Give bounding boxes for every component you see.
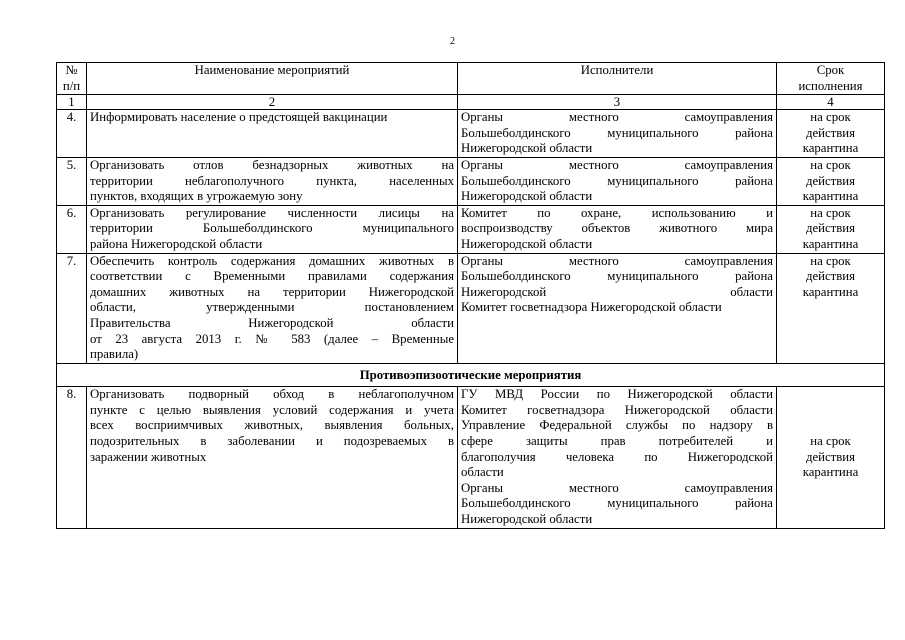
cell-line: Нижегородской области <box>461 236 593 251</box>
header-num: № п/п <box>57 63 87 95</box>
cell-line: Комитет по охране, использованию и <box>461 205 773 220</box>
table-header-row <box>57 63 885 95</box>
table-row <box>57 157 885 205</box>
measure-name <box>87 157 458 205</box>
cell-line: Организовать отлов безнадзорных животных на <box>90 157 454 172</box>
deadline <box>777 253 885 363</box>
measure-name <box>87 205 458 253</box>
cell-line: от 23 августа 2013 г. № 583 (далее – Временные <box>90 331 454 346</box>
table-row <box>57 110 885 158</box>
cell-line: карантина <box>802 236 859 251</box>
measure-name <box>87 253 458 363</box>
measure-name <box>87 387 458 528</box>
table-body <box>57 110 885 364</box>
cell-line: заражении животных <box>90 449 207 464</box>
cell-line: Органы местного самоуправления <box>461 110 773 125</box>
cell-line: Организовать подворный обход в неблагополучном <box>90 387 454 402</box>
cell-line: территории Большеболдинского муниципального <box>90 221 454 236</box>
executors <box>458 157 777 205</box>
cell-line: действия <box>805 449 856 464</box>
deadline <box>777 387 885 528</box>
cell-line: Нижегородской области <box>461 512 593 527</box>
cell-line: всех восприимчивых животных, выявления больных, <box>90 418 454 433</box>
index-cell: 1 <box>57 95 87 110</box>
cell-line: района Нижегородской области <box>90 236 263 251</box>
cell-line: соответствии с Временными правилами содержания <box>90 269 454 284</box>
index-cell: 2 <box>87 95 458 110</box>
cell-line: области, утвержденными постановлением <box>90 300 454 315</box>
cell-line: благополучия человека по Нижегородской <box>461 449 773 464</box>
cell-line: Большеболдинского муниципального района <box>461 269 773 284</box>
cell-line: Большеболдинского муниципального района <box>461 173 773 188</box>
cell-line: подозрительных в заболевании и подозреваемых в <box>90 434 454 449</box>
row-number: 7. <box>57 253 87 363</box>
cell-line: на срок <box>810 205 851 220</box>
row-number: 6. <box>57 205 87 253</box>
cell-line: Нижегородской области <box>461 189 593 204</box>
measures-table <box>56 62 885 529</box>
cell-line: Органы местного самоуправления <box>461 157 773 172</box>
cell-line: ГУ МВД России по Нижегородской области <box>461 387 773 402</box>
cell-line: Обеспечить контроль содержания домашних животных в <box>90 253 454 268</box>
cell-line: на срок <box>810 157 851 172</box>
cell-line: Управление Федеральной службы по надзору в <box>461 418 773 433</box>
header-name: Наименование мероприятий <box>87 63 458 95</box>
cell-line: действия <box>805 125 856 140</box>
cell-line: Комитет госветнадзора Нижегородской области <box>461 402 773 417</box>
cell-line: действия <box>805 221 856 236</box>
cell-line: Нижегородской области <box>461 141 593 156</box>
table-row <box>57 253 885 363</box>
cell-line: Органы местного самоуправления <box>461 253 773 268</box>
cell-line: Комитет госветнадзора Нижегородской области <box>461 300 722 315</box>
cell-line: действия <box>805 173 856 188</box>
cell-line: Информировать население о предстоящей вакцинации <box>90 110 388 125</box>
cell-line: пункте с целью выявления условий содержания и учета <box>90 402 454 417</box>
cell-line: Правительства Нижегородской области <box>90 315 454 330</box>
cell-line: действия <box>805 269 856 284</box>
table-row <box>57 387 885 528</box>
column-index-row <box>57 95 885 110</box>
index-cell: 4 <box>777 95 885 110</box>
row-number: 4. <box>57 110 87 158</box>
table-body-section <box>57 387 885 528</box>
cell-line: Органы местного самоуправления <box>461 480 773 495</box>
executors <box>458 387 777 528</box>
cell-line: карантина <box>802 284 859 299</box>
header-executors: Исполнители <box>458 63 777 95</box>
cell-line: на срок <box>810 434 851 449</box>
deadline <box>777 110 885 158</box>
cell-line: Большеболдинского муниципального района <box>461 496 773 511</box>
cell-line: домашних животных на территории Нижегородской <box>90 284 454 299</box>
cell-line: на срок <box>810 110 851 125</box>
cell-line: карантина <box>802 465 859 480</box>
executors <box>458 205 777 253</box>
section-row <box>57 363 885 387</box>
cell-line: на срок <box>810 253 851 268</box>
cell-line: территории неблагополучного пункта, населенных <box>90 173 454 188</box>
cell-line: Большеболдинского муниципального района <box>461 125 773 140</box>
table-row <box>57 205 885 253</box>
measure-name <box>87 110 458 158</box>
cell-line: карантина <box>802 141 859 156</box>
cell-line: Организовать регулирование численности лисицы на <box>90 205 454 220</box>
row-number: 5. <box>57 157 87 205</box>
deadline <box>777 205 885 253</box>
executors <box>458 110 777 158</box>
cell-line: области <box>461 465 504 480</box>
cell-line: сфере защиты прав потребителей и <box>461 434 773 449</box>
section-title: Противоэпизоотические мероприятия <box>57 363 885 387</box>
index-cell: 3 <box>458 95 777 110</box>
cell-line: пунктов, входящих в угрожаемую зону <box>90 189 303 204</box>
deadline <box>777 157 885 205</box>
header-term: Срок исполнения <box>777 63 885 95</box>
cell-line: Нижегородской области <box>461 284 773 299</box>
page-number: 2 <box>450 36 455 47</box>
cell-line: карантина <box>802 189 859 204</box>
row-number: 8. <box>57 387 87 528</box>
cell-line: правила) <box>90 347 139 362</box>
executors <box>458 253 777 363</box>
cell-line: воспроизводству объектов животного мира <box>461 221 773 236</box>
